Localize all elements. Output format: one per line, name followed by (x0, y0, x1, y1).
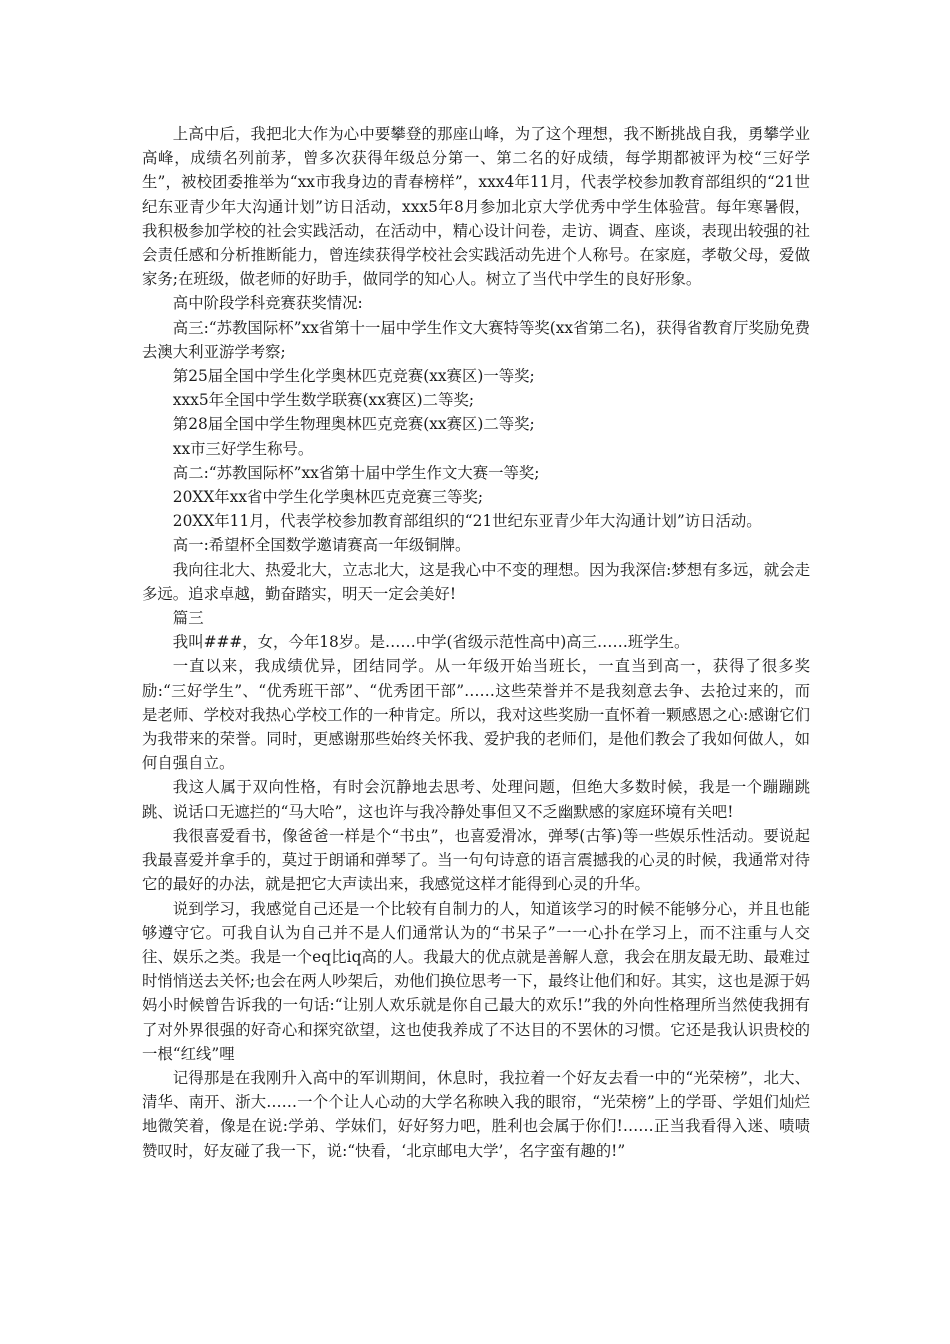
paragraph-award-chemistry: 第25届全国中学生化学奥林匹克竞赛(xx赛区)一等奖; (172, 367, 535, 386)
paragraph-personality: 我这人属于双向性格，有时会沉静地去思考、处理问题，但绝大多数时候，我是一个蹦蹦跳跳、说话口无遮拦的“马大哈”，这也许与我冷静处事但又不乏幽默感的家庭环境有关吧! (142, 778, 810, 821)
paragraph-awards-heading: 高中阶段学科竞赛获奖情况: (172, 294, 363, 313)
paragraph-award-japan-visit: 20XX年11月，代表学校参加教育部组织的“21世纪东亚青少年大沟通计划”访日活动。 (172, 512, 762, 531)
paragraph-study: 说到学习，我感觉自己还是一个比较有自制力的人，知道该学习的时候不能够分心，并且也能够遵守它。可我自认为自己并不是人们通常认为的“书呆子”一一心扑在学习上，而不注重与人交往、娱乐之类。我是一个eq比iq高的人。我最大的优点就是善解人意，我会在朋友最无助、最难过时悄悄送去关怀;也会在两人吵架后，劝他们换位思考一下，最终让他们和好。其实，这也是源于妈妈小时候曾告诉我的一句话:“让别人欢乐就是你自己最大的欢乐!”我的外向性格理所当然使我拥有了对外界很强的好奇心和探究欲望，这也使我养成了不达目的不罢休的习惯。它还是我认识贵校的一根“红线”哩 (142, 899, 810, 1063)
section-heading: 篇三 (172, 609, 204, 628)
paragraph-award-math: xxx5年全国中学生数学联赛(xx赛区)二等奖; (172, 391, 475, 410)
paragraph-intro: 上高中后，我把北大作为心中要攀登的那座山峰，为了这个理想，我不断挑战自我，勇攀学业高峰，成绩名列前茅，曾多次获得年级总分第一、第二名的好成绩，每学期都被评为校“三好学生”，被校团委推举为“xx市我身边的青春榜样”，xxx4年11月，代表学校参加教育部组织的“21世纪东亚青少年大沟通计划”访日活动，xxx5年8月参加北京大学优秀中学生体验营。每年寒暑假，我积极参加学校的社会实践活动，在活动中，精心设计问卷，走访、调查、座谈，表现出较强的社会责任感和分析推断能力，曾连续获得学校社会实践活动先进个人称号。在家庭，孝敬父母，爱做家务;在班级，做老师的好助手，做同学的知心人。树立了当代中学生的良好形象。 (142, 125, 810, 289)
paragraph-hobbies: 我很喜爱看书，像爸爸一样是个“书虫”，也喜爱滑冰，弹琴(古筝)等一些娱乐性活动。要说起我最喜爱并拿手的，莫过于朗诵和弹琴了。当一句句诗意的语言震撼我的心灵的时候，我通常对待它的最好的办法，就是把它大声读出来，我感觉这样才能得到心灵的升华。 (142, 826, 810, 894)
paragraph-award-physics: 第28届全国中学生物理奥林匹克竞赛(xx赛区)二等奖; (172, 415, 535, 434)
paragraph-dream: 我向往北大、热爱北大，立志北大，这是我心中不变的理想。因为我深信:梦想有多远，就会走多远。追求卓越，勤奋踏实，明天一定会美好! (142, 560, 810, 603)
paragraph-honors: 一直以来，我成绩优异，团结同学。从一年级开始当班长，一直当到高一，获得了很多奖励:“三好学生”、“优秀班干部”、“优秀团干部”……这些荣誉并不是我刻意去争、去抢过来的，而是老师、学校对我热心学校工作的一种肯定。所以，我对这些奖励一直怀着一颗感恩之心:感谢它们为我带来的荣誉。同时，更感谢那些始终关怀我、爱护我的老师们，是他们教会了我如何做人，如何自强自立。 (142, 657, 810, 773)
paragraph-award-senior1: 高一:希望杯全国数学邀请赛高一年级铜牌。 (172, 536, 471, 555)
document-body (142, 122, 810, 1163)
paragraph-award-senior2: 高二:“苏教国际杯”xx省第十届中学生作文大赛一等奖; (172, 463, 540, 482)
paragraph-self-intro: 我叫###，女，今年18岁。是……中学(省级示范性高中)高三……班学生。 (172, 633, 690, 652)
paragraph-award-city: xx市三好学生称号。 (172, 439, 314, 458)
paragraph-memory: 记得那是在我刚升入高中的军训期间，休息时，我拉着一个好友去看一中的“光荣榜”，北大、清华、南开、浙大……一个个让人心动的大学名称映入我的眼帘，“光荣榜”上的学哥、学姐们灿烂地微笑着，像是在说:学弟、学妹们，好好努力吧，胜利也会属于你们!……正当我看得入迷、啧啧赞叹时，好友碰了我一下，说:“快看，‘北京邮电大学’，名字蛮有趣的!” (142, 1068, 810, 1160)
paragraph-award-senior3: 高三:“苏教国际杯”xx省第十一届中学生作文大赛特等奖(xx省第二名)，获得省教育厅奖励免费去澳大利亚游学考察; (142, 318, 810, 361)
paragraph-award-chem-province: 20XX年xx省中学生化学奥林匹克竞赛三等奖; (172, 488, 484, 507)
